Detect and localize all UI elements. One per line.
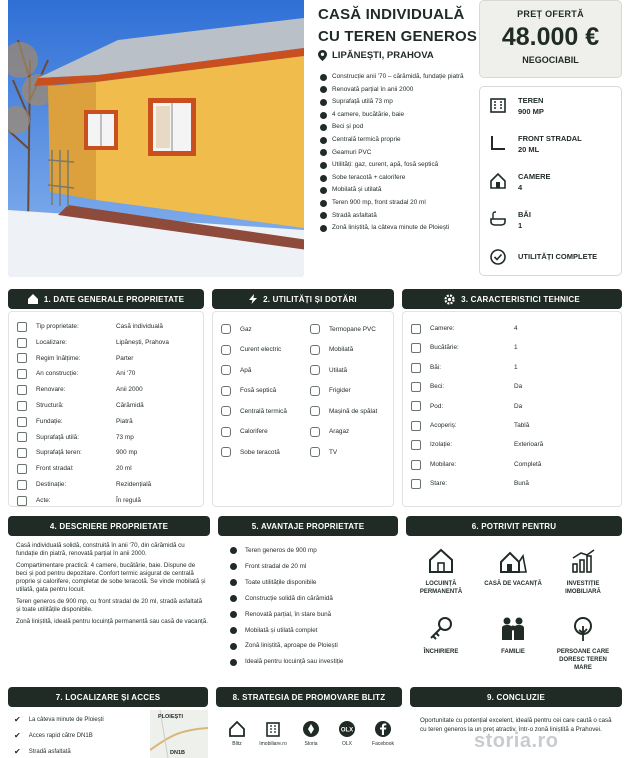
check-circle-icon bbox=[488, 247, 508, 267]
list-item: Aragaz bbox=[310, 422, 393, 443]
list-item: Utilată bbox=[310, 360, 393, 381]
suitable-item: PERSOANE CARE DORESC TEREN MARE bbox=[552, 616, 614, 672]
stat-label: CAMERE bbox=[518, 172, 551, 181]
description-text bbox=[16, 542, 208, 630]
svg-text:OLX: OLX bbox=[340, 727, 354, 734]
price-box bbox=[479, 0, 622, 78]
location-text: LIPĂNEȘTI, PRAHOVA bbox=[332, 50, 434, 61]
suitable-grid bbox=[406, 540, 622, 680]
stat-label: FRONT STRADAL bbox=[518, 134, 582, 143]
title-line-2: CU TEREN GENEROS bbox=[318, 28, 478, 45]
bathtub-icon bbox=[488, 209, 508, 229]
list-item: Renovată parțial, în stare bună bbox=[230, 607, 396, 623]
section-header-conclusion: 9. CONCLUZIE bbox=[410, 687, 622, 707]
section-header-advantages: 5. AVANTAJE PROPRIETATE bbox=[218, 516, 398, 536]
list-item: Zonă liniștită, la câteva minute de Ploiești bbox=[320, 222, 480, 235]
list-item: Mobilată și utilată bbox=[320, 184, 480, 197]
list-item: 4 camere, bucătărie, baie bbox=[320, 109, 480, 122]
table-row: Front stradal: 20 ml bbox=[17, 461, 203, 477]
suitable-item: LOCUINȚĂ PERMANENTĂ bbox=[410, 548, 472, 596]
watermark: storia.ro bbox=[474, 730, 559, 752]
key-stats-box bbox=[479, 86, 622, 276]
list-item: Calorifere bbox=[221, 422, 310, 443]
location-map bbox=[150, 710, 208, 758]
table-row: Localizare: Lipănești, Prahova bbox=[17, 335, 203, 351]
suitable-item: INVESTIȚIE IMOBILIARĂ bbox=[552, 548, 614, 596]
table-row: Izolație: Exterioară bbox=[411, 435, 621, 454]
map-city-label: PLOIEȘTI bbox=[158, 714, 184, 720]
check-icon: ✔ bbox=[14, 747, 21, 756]
table-row: Fundație: Piatră bbox=[17, 414, 203, 430]
list-item: Construcție solidă din cărămidă bbox=[230, 591, 396, 607]
description-paragraph: Zonă liniștită, ideală pentru locuință permanentă sau casă de vacanță. bbox=[16, 618, 208, 625]
title-line-1: CASĂ INDIVIDUALĂ bbox=[318, 6, 465, 23]
technical-panel bbox=[402, 311, 622, 507]
table-row: Tip proprietate: Casă individuală bbox=[17, 319, 203, 335]
family-icon bbox=[499, 616, 527, 642]
table-row: Acte: În regulă bbox=[17, 493, 203, 509]
stat-label: TEREN bbox=[518, 96, 544, 105]
list-item: Fosă septică bbox=[221, 381, 310, 402]
list-item: ✔ Acces rapid către DN1B bbox=[14, 728, 154, 744]
table-row: Băi: 1 bbox=[411, 358, 621, 377]
facebook-icon bbox=[374, 720, 392, 738]
house-icon bbox=[427, 548, 455, 574]
promo-channel: Blitz bbox=[222, 720, 252, 747]
promotion-channels bbox=[216, 712, 402, 758]
list-item: Renovată parțial în anii 2000 bbox=[320, 84, 480, 97]
list-item: ✔ Stradă asfaltată bbox=[14, 744, 154, 758]
section-header-location: 7. LOCALIZARE ȘI ACCES bbox=[8, 687, 208, 707]
list-item: Centrală termică bbox=[221, 401, 310, 422]
check-icon: ✔ bbox=[14, 731, 21, 740]
table-row: Suprafață teren: 900 mp bbox=[17, 445, 203, 461]
suitable-item: ÎNCHIRIERE bbox=[410, 616, 472, 656]
map-pin-icon bbox=[318, 50, 327, 61]
price-note: NEGOCIABIL bbox=[522, 55, 579, 65]
section-header-description: 4. DESCRIERE PROPRIETATE bbox=[8, 516, 210, 536]
location-list bbox=[14, 712, 154, 758]
suitable-item: CASĂ DE VACANȚĂ bbox=[482, 548, 544, 588]
stat-frontage bbox=[488, 133, 582, 155]
advantages-list bbox=[230, 543, 396, 670]
table-row: Suprafață utilă: 73 mp bbox=[17, 430, 203, 446]
list-item: Gaz bbox=[221, 319, 310, 340]
table-row: Destinație: Rezidențială bbox=[17, 477, 203, 493]
list-item: Toate utilitățile disponibile bbox=[230, 575, 396, 591]
list-item: Utilități: gaz, curent, apă, fosă septică bbox=[320, 159, 480, 172]
stat-utilities bbox=[488, 247, 597, 267]
house-icon bbox=[228, 720, 246, 738]
listing-title bbox=[318, 4, 478, 48]
chart-icon bbox=[569, 548, 597, 574]
price-label: PREȚ OFERTĂ bbox=[517, 9, 584, 19]
promo-channel: Storia bbox=[296, 720, 326, 747]
list-item: Mobilată bbox=[310, 340, 393, 361]
description-paragraph: Teren generos de 900 mp, cu front stradal de 20 ml, stradă asfaltată și toate utilitățile disponibile. bbox=[16, 598, 203, 613]
stat-value: 900 MP bbox=[518, 107, 544, 116]
frontage-icon bbox=[488, 133, 508, 153]
promo-channel: Facebook bbox=[368, 720, 398, 747]
property-photo bbox=[8, 0, 304, 277]
map-road-label: DN1B bbox=[170, 750, 185, 756]
list-item: Sobe teracotă bbox=[221, 442, 310, 463]
stat-value: 20 ML bbox=[518, 145, 540, 154]
list-item: Suprafață utilă 73 mp bbox=[320, 96, 480, 109]
list-item: Front stradal de 20 ml bbox=[230, 559, 396, 575]
table-row: An construcție: Ani '70 bbox=[17, 366, 203, 382]
cottage-icon bbox=[499, 548, 527, 574]
section-header-technical: 3. CARACTERISTICI TEHNICE bbox=[402, 289, 622, 309]
suitable-item: FAMILIE bbox=[482, 616, 544, 656]
stat-value: 1 bbox=[518, 221, 523, 230]
table-row: Bucătărie: 1 bbox=[411, 338, 621, 357]
list-item: Frigider bbox=[310, 381, 393, 402]
check-icon: ✔ bbox=[14, 715, 21, 724]
location-line bbox=[318, 50, 434, 61]
list-item: Mobilată și utilată complet bbox=[230, 623, 396, 639]
description-paragraph: Compartimentare practică: 4 camere, bucătărie, baie. Dispune de beci și pod pentru depozitare. Confort termic asigurat de centrală proprie și calorifere, completat de sobe teracotă. Se vinde mobilată și utilată, gata pentru locuit. bbox=[16, 562, 206, 593]
stat-rooms bbox=[488, 171, 551, 193]
table-row: Camere: 4 bbox=[411, 319, 621, 338]
highlights-list bbox=[320, 71, 480, 235]
gear-icon bbox=[444, 294, 455, 305]
table-row: Mobilare: Completă bbox=[411, 455, 621, 474]
list-item: ✔ La câteva minute de Ploiești bbox=[14, 712, 154, 728]
stat-value: 4 bbox=[518, 183, 523, 192]
list-item: Stradă asfaltată bbox=[320, 210, 480, 223]
table-row: Acoperiș: Tablă bbox=[411, 416, 621, 435]
section-header-general: 1. DATE GENERALE PROPRIETATE bbox=[8, 289, 204, 309]
home-icon bbox=[28, 294, 38, 304]
list-item: Teren 900 mp, front stradal 20 ml bbox=[320, 197, 480, 210]
storia-icon bbox=[302, 720, 320, 738]
list-item: Termopane PVC bbox=[310, 319, 393, 340]
list-item: Construcție anii '70 – cărămidă, fundație piatră bbox=[320, 71, 480, 84]
list-item: Mașină de spălat bbox=[310, 401, 393, 422]
olx-icon bbox=[338, 720, 356, 738]
list-item: Curent electric bbox=[221, 340, 310, 361]
stat-baths bbox=[488, 209, 531, 231]
price-value: 48.000 € bbox=[501, 23, 600, 51]
tree-icon bbox=[569, 616, 597, 642]
general-data-panel bbox=[8, 311, 204, 507]
description-paragraph: Casă individuală solidă, construită în anii '70, din cărămidă cu fundație din piatră, renovată parțial în anii 2000. bbox=[16, 542, 185, 557]
conclusion-text: Oportunitate cu potențial excelent, ideală pentru cei care caută o casă cu teren generos la un preț atractiv, într-o zonă liniștită a Prahovei. bbox=[420, 717, 612, 733]
table-row: Beci: Da bbox=[411, 377, 621, 396]
stat-label: UTILITĂȚI COMPLETE bbox=[518, 252, 598, 261]
table-row: Structură: Cărămidă bbox=[17, 398, 203, 414]
section-header-promotion: 8. STRATEGIA DE PROMOVARE BLITZ bbox=[216, 687, 402, 707]
table-row: Stare: Bună bbox=[411, 474, 621, 493]
list-item: Geamuri PVC bbox=[320, 147, 480, 160]
table-row: Regim înălțime: Parter bbox=[17, 351, 203, 367]
list-item: Centrală termică proprie bbox=[320, 134, 480, 147]
house-icon bbox=[488, 171, 508, 191]
section-header-utilities: 2. UTILITĂȚI ȘI DOTĂRI bbox=[212, 289, 394, 309]
list-item: Zonă liniștită, aproape de Ploiești bbox=[230, 638, 396, 654]
table-row: Renovare: Anii 2000 bbox=[17, 382, 203, 398]
section-header-suitable: 6. POTRIVIT PENTRU bbox=[406, 516, 622, 536]
stat-label: BĂI bbox=[518, 210, 531, 219]
table-row: Pod: Da bbox=[411, 397, 621, 416]
list-item: Apă bbox=[221, 360, 310, 381]
list-item: Beci și pod bbox=[320, 121, 480, 134]
list-item: TV bbox=[310, 442, 393, 463]
building-icon bbox=[264, 720, 282, 738]
stat-land bbox=[488, 95, 544, 117]
list-item: Sobe teracotă + calorifere bbox=[320, 172, 480, 185]
promo-channel: OLX OLX bbox=[332, 720, 362, 747]
promo-channel: Imobiliare.ro bbox=[258, 720, 288, 747]
list-item: Teren generos de 900 mp bbox=[230, 543, 396, 559]
lightning-icon bbox=[249, 294, 257, 304]
key-icon bbox=[427, 616, 455, 642]
utilities-panel bbox=[212, 311, 394, 507]
list-item: Ideală pentru locuință sau investiție bbox=[230, 654, 396, 670]
building-icon bbox=[488, 95, 508, 115]
